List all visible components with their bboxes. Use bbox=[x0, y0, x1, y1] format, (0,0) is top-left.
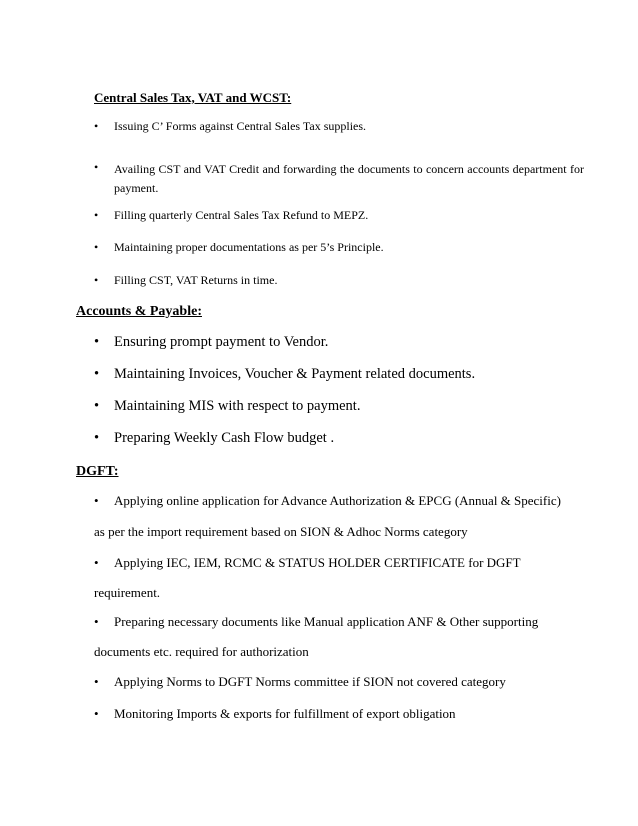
section-heading-accounts: Accounts & Payable: bbox=[76, 304, 202, 319]
bullet-icon: • bbox=[94, 160, 99, 174]
list-item-continuation: requirement. bbox=[94, 585, 161, 600]
list-item-text: Maintaining proper documentations as per 5’s Principle. bbox=[114, 240, 384, 254]
list-item-text: Applying Norms to DGFT Norms committee if SION not covered category bbox=[114, 674, 506, 689]
list-item-text: Maintaining MIS with respect to payment. bbox=[114, 398, 361, 414]
section-heading-cst: Central Sales Tax, VAT and WCST: bbox=[94, 90, 292, 105]
bullet-icon: • bbox=[94, 366, 100, 382]
list-item-continuation: as per the import requirement based on SION & Adhoc Norms category bbox=[94, 524, 468, 539]
bullet-icon: • bbox=[94, 240, 99, 254]
bullet-icon: • bbox=[94, 273, 99, 287]
bullet-icon: • bbox=[94, 430, 100, 446]
list-item-text: Applying IEC, IEM, RCMC & STATUS HOLDER CERTIFICATE for DGFT bbox=[114, 555, 521, 570]
list-item-text: Applying online application for Advance Authorization & EPCG (Annual & Specific) bbox=[114, 493, 561, 508]
bullet-icon: • bbox=[94, 555, 99, 570]
bullet-icon: • bbox=[94, 706, 99, 721]
list-item-text: Issuing C’ Forms against Central Sales Tax supplies. bbox=[114, 119, 367, 133]
section-heading-dgft: DGFT: bbox=[76, 464, 119, 479]
list-item-text: Filling quarterly Central Sales Tax Refund to MEPZ. bbox=[114, 208, 369, 222]
list-item-text: Monitoring Imports & exports for fulfillment of export obligation bbox=[114, 706, 456, 721]
list-item bbox=[94, 160, 584, 200]
bullet-icon: • bbox=[94, 334, 100, 350]
bullet-icon: • bbox=[94, 208, 99, 222]
list-item-text: Availing CST and VAT Credit and forwarding the documents to concern accounts department for payment. bbox=[114, 162, 584, 195]
list-item-text: Preparing Weekly Cash Flow budget . bbox=[114, 430, 335, 446]
list-item-text: Preparing necessary documents like Manual application ANF & Other supporting bbox=[114, 614, 539, 629]
bullet-icon: • bbox=[94, 119, 99, 133]
bullet-icon: • bbox=[94, 398, 100, 414]
list-item-continuation: documents etc. required for authorization bbox=[94, 644, 309, 659]
list-item-text: Maintaining Invoices, Voucher & Payment related documents. bbox=[114, 366, 476, 382]
list-item-text: Ensuring prompt payment to Vendor. bbox=[114, 334, 329, 350]
bullet-icon: • bbox=[94, 493, 99, 508]
bullet-icon: • bbox=[94, 674, 99, 689]
bullet-icon: • bbox=[94, 614, 99, 629]
list-item-text: Filling CST, VAT Returns in time. bbox=[114, 273, 278, 287]
